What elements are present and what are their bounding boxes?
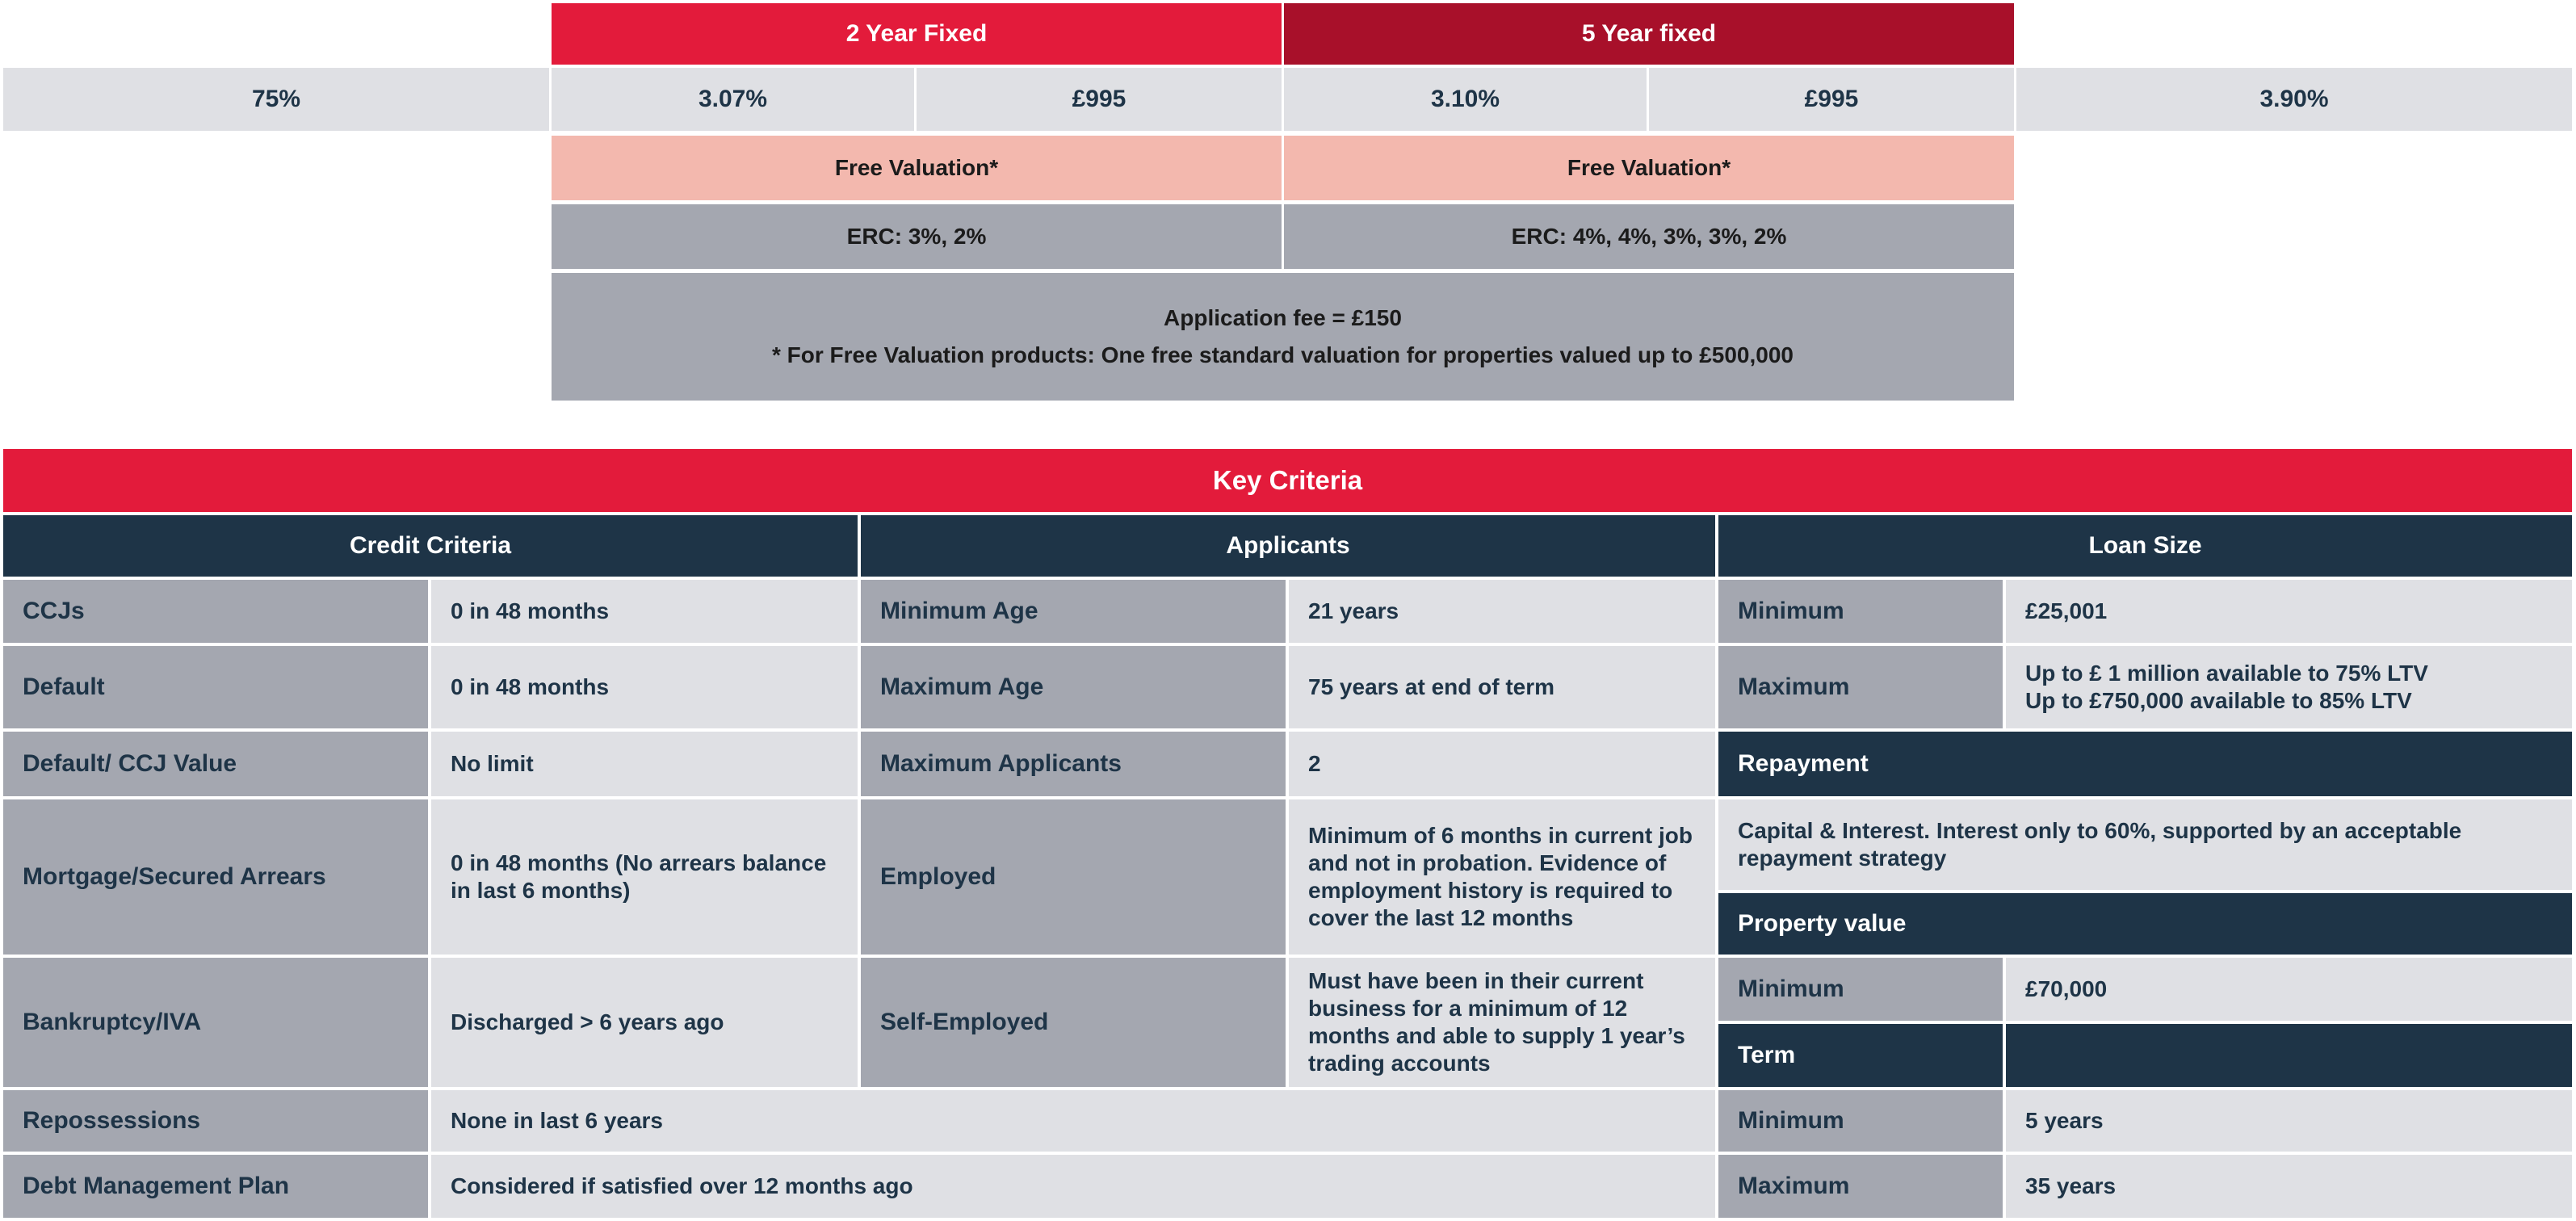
credit-value-ccjs: 0 in 48 months <box>431 580 858 643</box>
term-label-maximum: Maximum <box>1718 1155 2003 1218</box>
credit-value-default-ccj-value: No limit <box>431 732 858 796</box>
term-heading-filler <box>2006 1024 2572 1087</box>
credit-label-mortgage-arrears: Mortgage/Secured Arrears <box>3 799 428 955</box>
five-year-fee: £995 <box>1649 68 2014 131</box>
credit-label-repossessions: Repossessions <box>3 1090 428 1152</box>
loan-label-minimum: Minimum <box>1718 580 2003 643</box>
fees-note-box <box>552 273 2014 401</box>
applicant-label-self-employed: Self-Employed <box>861 958 1286 1087</box>
credit-criteria-heading: Credit Criteria <box>3 515 858 577</box>
credit-label-debt-management: Debt Management Plan <box>3 1155 428 1218</box>
applicant-value-employed: Minimum of 6 months in current job and not in probation. Evidence of employment history is required to cover the last 12 months <box>1289 799 1715 955</box>
loan-max-line-2: Up to £750,000 available to 85% LTV <box>2025 688 2412 713</box>
revert-rate: 3.90% <box>2016 68 2572 131</box>
two-year-rate: 3.07% <box>552 68 914 131</box>
credit-label-bankruptcy: Bankruptcy/IVA <box>3 958 428 1087</box>
repayment-heading: Repayment <box>1718 732 2572 796</box>
applicant-value-self-employed: Must have been in their current business for a minimum of 12 months and able to supply 1 year’s trading accounts <box>1289 958 1715 1087</box>
five-year-feature: Free Valuation* <box>1284 136 2014 200</box>
two-year-feature: Free Valuation* <box>552 136 1282 200</box>
credit-value-repossessions: None in last 6 years <box>431 1090 1715 1152</box>
credit-label-ccjs: CCJs <box>3 580 428 643</box>
term-value-minimum: 5 years <box>2006 1090 2572 1152</box>
property-value-minimum: £70,000 <box>2006 958 2572 1021</box>
two-year-fee: £995 <box>917 68 1282 131</box>
repayment-value: Capital & Interest. Interest only to 60%, supported by an acceptable repayment strategy <box>1718 799 2572 890</box>
applicant-label-min-age: Minimum Age <box>861 580 1286 643</box>
applicants-heading: Applicants <box>861 515 1715 577</box>
term-heading: Term <box>1718 1024 2003 1087</box>
term-label-minimum: Minimum <box>1718 1090 2003 1152</box>
product-5-year-header: 5 Year fixed <box>1284 3 2014 65</box>
credit-value-mortgage-arrears: 0 in 48 months (No arrears balance in last 6 months) <box>431 799 858 955</box>
product-2-year-header: 2 Year Fixed <box>552 3 1282 65</box>
application-fee-text: Application fee = £150 <box>1164 305 1402 330</box>
ltv-cell: 75% <box>3 68 549 131</box>
applicant-value-max-applicants: 2 <box>1289 732 1715 796</box>
loan-label-maximum: Maximum <box>1718 646 2003 728</box>
credit-value-default: 0 in 48 months <box>431 646 858 728</box>
loan-value-maximum <box>2006 646 2572 728</box>
loan-value-minimum: £25,001 <box>2006 580 2572 643</box>
applicant-label-employed: Employed <box>861 799 1286 955</box>
property-label-minimum: Minimum <box>1718 958 2003 1021</box>
key-criteria-title: Key Criteria <box>3 449 2572 512</box>
credit-label-default-ccj-value: Default/ CCJ Value <box>3 732 428 796</box>
five-year-rate: 3.10% <box>1284 68 1647 131</box>
five-year-erc: ERC: 4%, 4%, 3%, 3%, 2% <box>1284 204 2014 269</box>
loan-size-heading: Loan Size <box>1718 515 2572 577</box>
credit-label-default: Default <box>3 646 428 728</box>
applicant-label-max-applicants: Maximum Applicants <box>861 732 1286 796</box>
credit-value-bankruptcy: Discharged > 6 years ago <box>431 958 858 1087</box>
credit-value-debt-management: Considered if satisfied over 12 months ago <box>431 1155 1715 1218</box>
valuation-note-text: * For Free Valuation products: One free standard valuation for properties valued up to £500,000 <box>772 342 1794 367</box>
loan-max-line-1: Up to £ 1 million available to 75% LTV <box>2025 661 2428 686</box>
property-value-heading: Property value <box>1718 893 2572 955</box>
applicant-value-min-age: 21 years <box>1289 580 1715 643</box>
applicant-label-max-age: Maximum Age <box>861 646 1286 728</box>
term-value-maximum: 35 years <box>2006 1155 2572 1218</box>
two-year-erc: ERC: 3%, 2% <box>552 204 1282 269</box>
applicant-value-max-age: 75 years at end of term <box>1289 646 1715 728</box>
